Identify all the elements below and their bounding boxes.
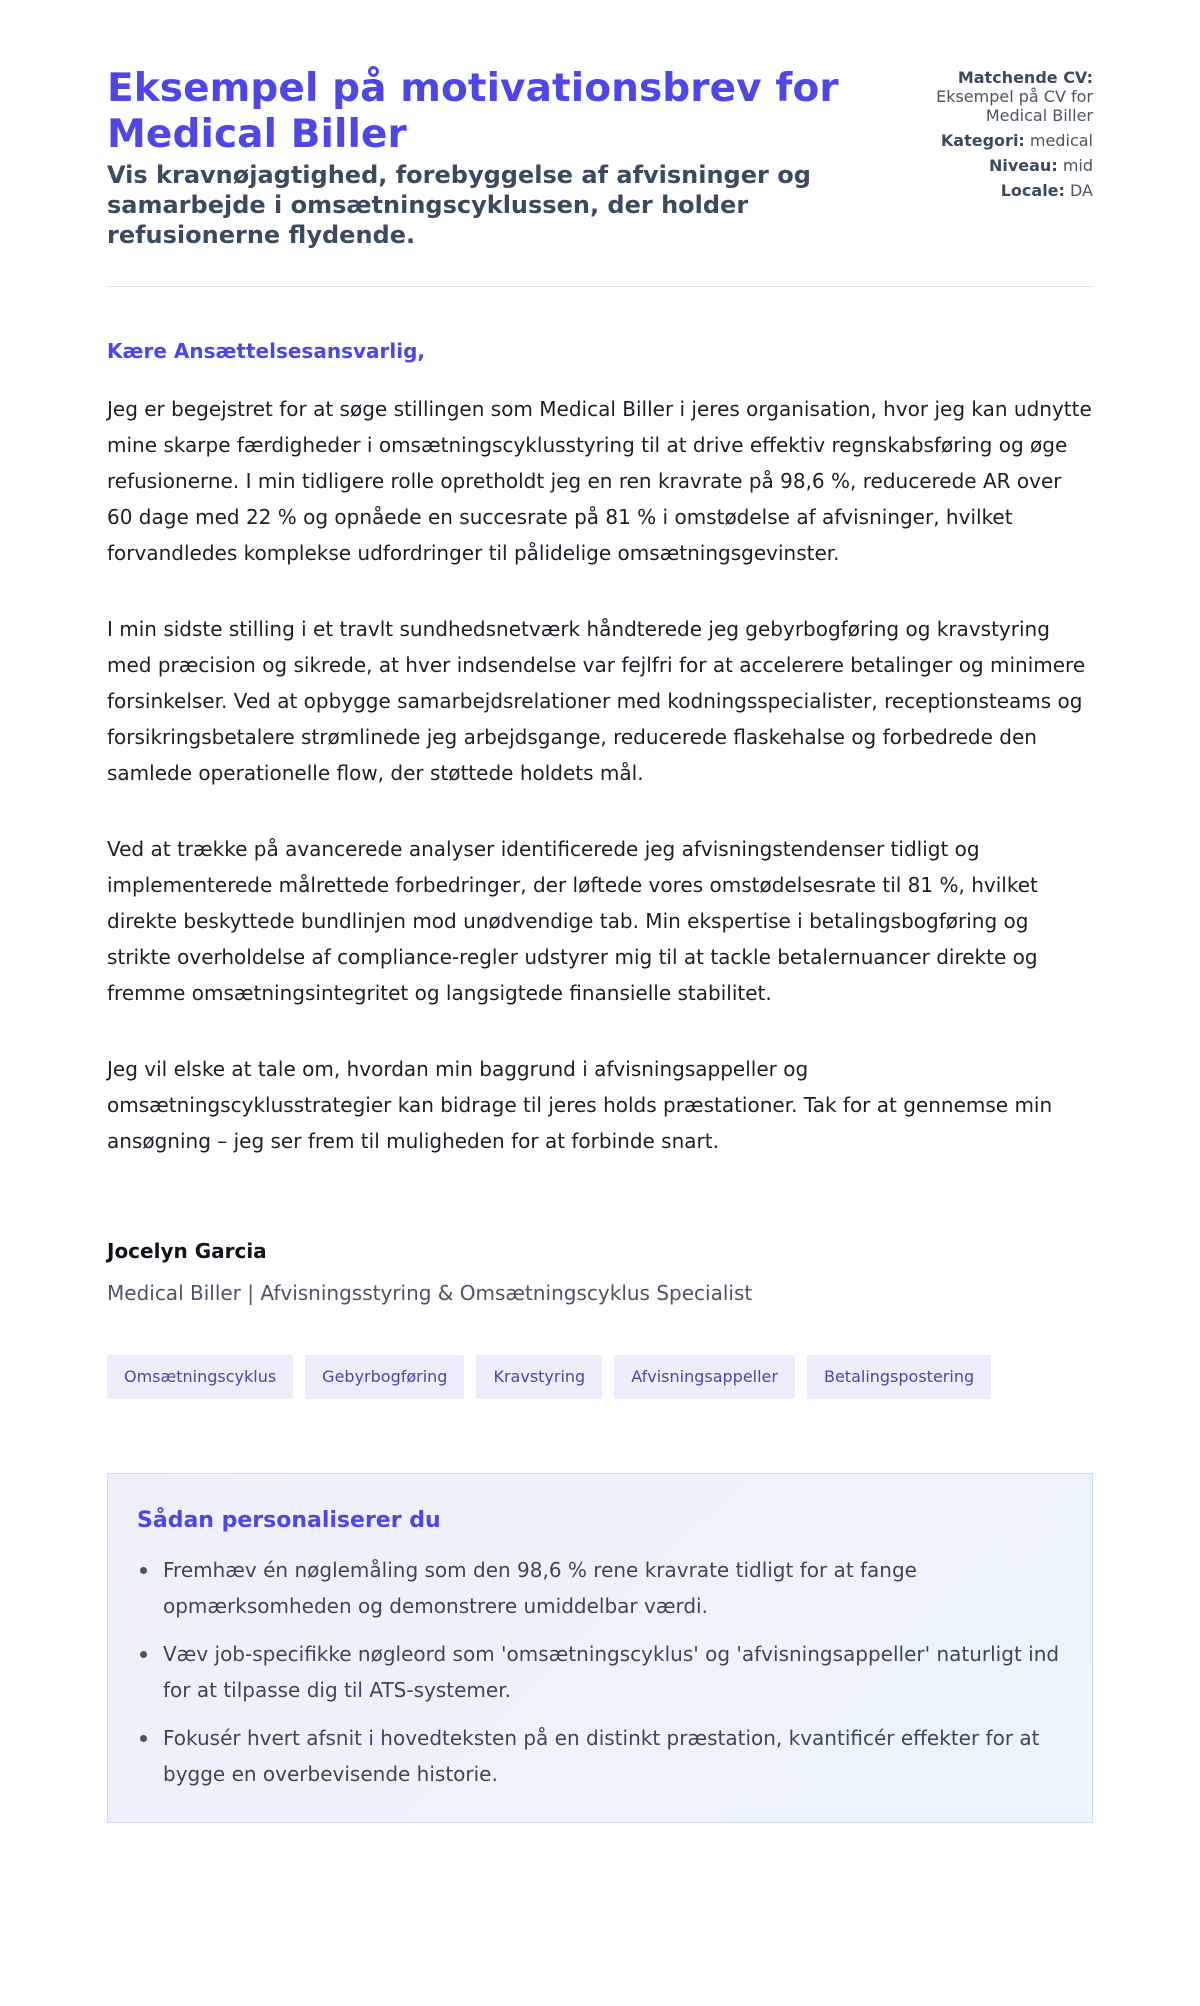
tip-text: Fremhæv én nøglemåling som den 98,6 % rene kravrate tidligt for at fange opmærksomheden og demonstrere umiddelbar værdi. bbox=[163, 1558, 917, 1618]
tip-text: Væv job-specifikke nøgleord som 'omsætningscyklus' og 'afvisningsappeller' naturligt ind for at tilpasse dig til ATS-systemer. bbox=[163, 1642, 1060, 1702]
meta-locale bbox=[893, 181, 1093, 200]
bullet-icon bbox=[140, 1567, 147, 1574]
header-titles bbox=[107, 66, 877, 250]
letter-greeting: Kære Ansættelsesansvarlig, bbox=[107, 339, 425, 363]
tips-title: Sådan personaliserer du bbox=[137, 1508, 441, 1533]
meta-cv-label: Matchende CV: bbox=[957, 68, 1093, 87]
tag-omsaetningscyklus[interactable]: Omsætningscyklus bbox=[107, 1355, 293, 1399]
meta-locale-label: Locale: bbox=[1000, 181, 1065, 200]
tip-text: Fokusér hvert afsnit i hovedteksten på en distinkt præstation, kvantificér effekter for at bygge en overbevisende historie. bbox=[163, 1726, 1040, 1786]
tag-betalingspostering[interactable]: Betalingspostering bbox=[807, 1355, 991, 1399]
tag-afvisningsappeller[interactable]: Afvisningsappeller bbox=[614, 1355, 795, 1399]
letter-paragraph: Ved at trække på avancerede analyser identificerede jeg afvisningstendenser tidligt og implementerede målrettede forbedringer, der løftede vores omstødelsesrate til 81 %, hvilket direkte beskyttede bundlinjen mod unødvendige tab. Min ekspertise i betalingsbogføring og strikte overholdelse af compliance-regler udstyrer mig til at tackle betalernuancer direkte og fremme omsætningsintegritet og langsigtede finansielle stabilitet. bbox=[107, 837, 1038, 1005]
tip-item bbox=[137, 1552, 1064, 1624]
page-subtitle: Vis kravnøjagtighed, forebyggelse af afvisninger og samarbejde i omsætningscyklussen, der holder refusionerne flydende. bbox=[107, 161, 811, 249]
tag-kravstyring[interactable]: Kravstyring bbox=[476, 1355, 602, 1399]
meta-level bbox=[893, 156, 1093, 175]
skill-tags bbox=[107, 1355, 1093, 1399]
letter-paragraph: I min sidste stilling i et travlt sundhedsnetværk håndterede jeg gebyrbogføring og kravstyring med præcision og sikrede, at hver indsendelse var fejlfri for at accelerere betalinger og minimere forsinkelser. Ved at opbygge samarbejdsrelationer med kodningsspecialister, receptionsteams og forsikringsbetalere strømlinede jeg arbejdsgange, reducerede flaskehalse og forbedrede den samlede operationelle flow, der støttede holdets mål. bbox=[107, 617, 1086, 785]
signature-title: Medical Biller | Afvisningsstyring & Omsætningscyklus Specialist bbox=[107, 1281, 753, 1305]
bullet-icon bbox=[140, 1735, 147, 1742]
page-header bbox=[107, 66, 1093, 287]
tip-item bbox=[137, 1720, 1064, 1792]
meta-locale-value: DA bbox=[1070, 181, 1093, 200]
meta-matching-cv bbox=[893, 68, 1093, 125]
meta-category-label: Kategori: bbox=[940, 131, 1025, 150]
meta-level-value: mid bbox=[1062, 156, 1093, 175]
tag-gebyrbogfoering[interactable]: Gebyrbogføring bbox=[305, 1355, 464, 1399]
bullet-icon bbox=[140, 1651, 147, 1658]
letter bbox=[107, 337, 1093, 1307]
meta-cv-link[interactable]: Eksempel på CV for Medical Biller bbox=[936, 87, 1093, 125]
meta-panel bbox=[893, 66, 1093, 206]
meta-category-value: medical bbox=[1029, 131, 1093, 150]
tips-list bbox=[137, 1552, 1064, 1792]
signature-block bbox=[107, 1237, 1093, 1307]
letter-paragraph: Jeg vil elske at tale om, hvordan min baggrund i afvisningsappeller og omsætningscyklusstrategier kan bidrage til jeres holds præstationer. Tak for at gennemse min ansøgning – jeg ser frem til muligheden for at forbinde snart. bbox=[107, 1057, 1053, 1153]
meta-category bbox=[893, 131, 1093, 150]
signature-name: Jocelyn Garcia bbox=[107, 1239, 267, 1263]
letter-paragraph: Jeg er begejstret for at søge stillingen som Medical Biller i jeres organisation, hvor jeg kan udnytte mine skarpe færdigheder i omsætningscyklusstyring til at drive effektiv regnskabsføring og øge refusionerne. I min tidligere rolle opretholdt jeg en ren kravrate på 98,6 %, reducerede AR over 60 dage med 22 % og opnåede en succesrate på 81 % i omstødelse af afvisninger, hvilket forvandledes komplekse udfordringer til pålidelige omsætningsgevinster. bbox=[107, 397, 1092, 565]
meta-level-label: Niveau: bbox=[988, 156, 1058, 175]
letter-body bbox=[107, 391, 1093, 1159]
personalization-tips bbox=[107, 1473, 1093, 1823]
tip-item bbox=[137, 1636, 1064, 1708]
page-title: Eksempel på motivationsbrev for Medical Biller bbox=[107, 66, 839, 157]
